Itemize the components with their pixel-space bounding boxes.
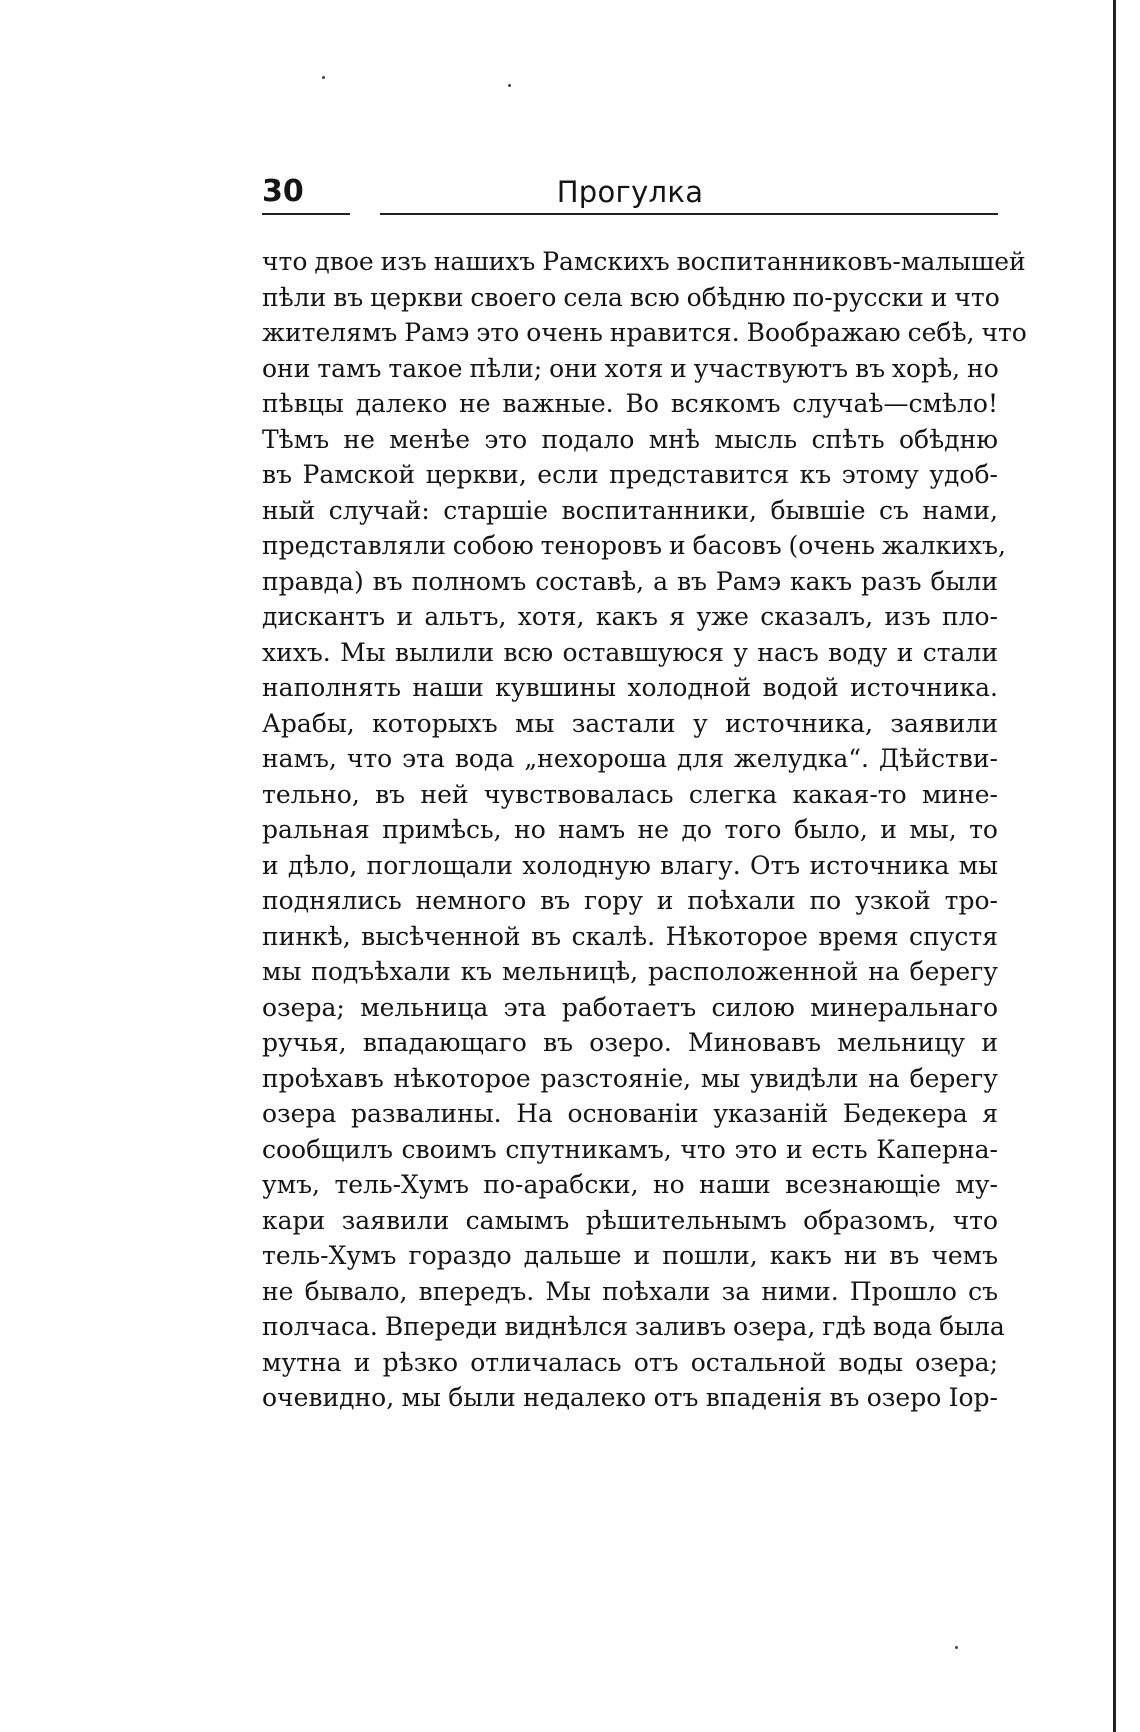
text-line: наполнять наши кувшины холодной водой источника.: [262, 673, 998, 702]
text-line: поднялись немного въ гору и поѣхали по узкой тро-: [262, 886, 998, 915]
text-line: проѣхавъ нѣкоторое разстояніе, мы увидѣли на берегу: [262, 1063, 998, 1093]
text-line: жителямъ Рамэ это очень нравится. Воображаю себѣ, что: [262, 318, 1027, 347]
scan-speck: [508, 84, 511, 87]
text-line: хихъ. Мы вылили всю оставшуюся у насъ воду и стали: [262, 637, 998, 667]
body-text: [262, 244, 1027, 1416]
running-head: [262, 168, 998, 216]
text-line: очевидно, мы были недалеко отъ впаденія въ озеро Іор-: [262, 1383, 998, 1412]
text-line: мы подъѣхали къ мельницѣ, расположенной на берегу: [262, 957, 998, 986]
scan-speck: [322, 76, 325, 79]
text-line: правда) въ полномъ составѣ, а въ Рамэ какъ разъ были: [262, 566, 998, 596]
text-line: ральная примѣсь, но намъ не до того было, и мы, то: [262, 815, 998, 844]
text-line: пѣвцы далеко не важные. Во всякомъ случаѣ—смѣло!: [262, 389, 998, 418]
page-number: 30: [262, 174, 304, 209]
text-line: намъ, что эта вода „нехороша для желудка“. Дѣйстви-: [262, 744, 998, 773]
text-line: и дѣло, поглощали холодную влагу. Отъ источника мы: [262, 850, 998, 880]
scan-speck: [955, 1646, 958, 1649]
text-line: что двое изъ нашихъ Рамскихъ воспитанниковъ-малышей: [262, 247, 1026, 276]
text-line: сообщилъ своимъ спутникамъ, что это и есть Капернa-: [262, 1134, 998, 1164]
text-line: тельно, въ ней чувствовалась слегка какая-то мине-: [262, 779, 998, 809]
header-rule-break: [350, 212, 380, 216]
text-line: пѣли въ церкви своего села всю обѣдню по-русски и что: [262, 282, 1000, 312]
text-line: озера развалины. На основаніи указаній Бедекера я: [262, 1099, 998, 1128]
text-line: дискантъ и альтъ, хотя, какъ я уже сказалъ, изъ пло-: [262, 602, 998, 631]
text-line: они тамъ такое пѣли; они хотя и участвуютъ въ хорѣ, но: [262, 353, 999, 383]
text-line: умъ, тель-Хумъ по-арабски, но наши всезнающіе му-: [262, 1170, 998, 1199]
text-line: представляли собою теноровъ и басовъ (очень жалкихъ,: [262, 531, 1006, 560]
text-line: Тѣмъ не менѣе это подало мнѣ мысль спѣть обѣдню: [262, 424, 998, 454]
text-line: ный случай: старшіе воспитанники, бывшіе съ нами,: [262, 495, 998, 525]
text-line: въ Рамской церкви, если представится къ этому удоб-: [262, 460, 998, 489]
text-line: ручья, впадающаго въ озеро. Миновавъ мельницу и: [262, 1028, 998, 1057]
running-title: Прогулка: [556, 175, 704, 209]
text-line: полчаса. Впереди виднѣлся заливъ озера, гдѣ вода была: [262, 1312, 1005, 1341]
page-edge-line: [1113, 0, 1116, 1732]
text-line: не бывало, впередъ. Мы поѣхали за ними. Прошло съ: [262, 1276, 998, 1306]
text-line: озера; мельница эта работаетъ силою минеральнаго: [262, 992, 998, 1022]
text-line: пинкѣ, высѣченной въ скалѣ. Нѣкоторое время спустя: [262, 921, 998, 951]
text-line: Арабы, которыхъ мы застали у источника, заявили: [262, 708, 998, 738]
text-line: кари заявили самымъ рѣшительнымъ образомъ, что: [262, 1205, 998, 1235]
text-line: тель-Хумъ гораздо дальше и пошли, какъ ни въ чемъ: [262, 1241, 998, 1270]
text-line: мутна и рѣзко отличалась отъ остальной воды озера;: [262, 1347, 998, 1377]
